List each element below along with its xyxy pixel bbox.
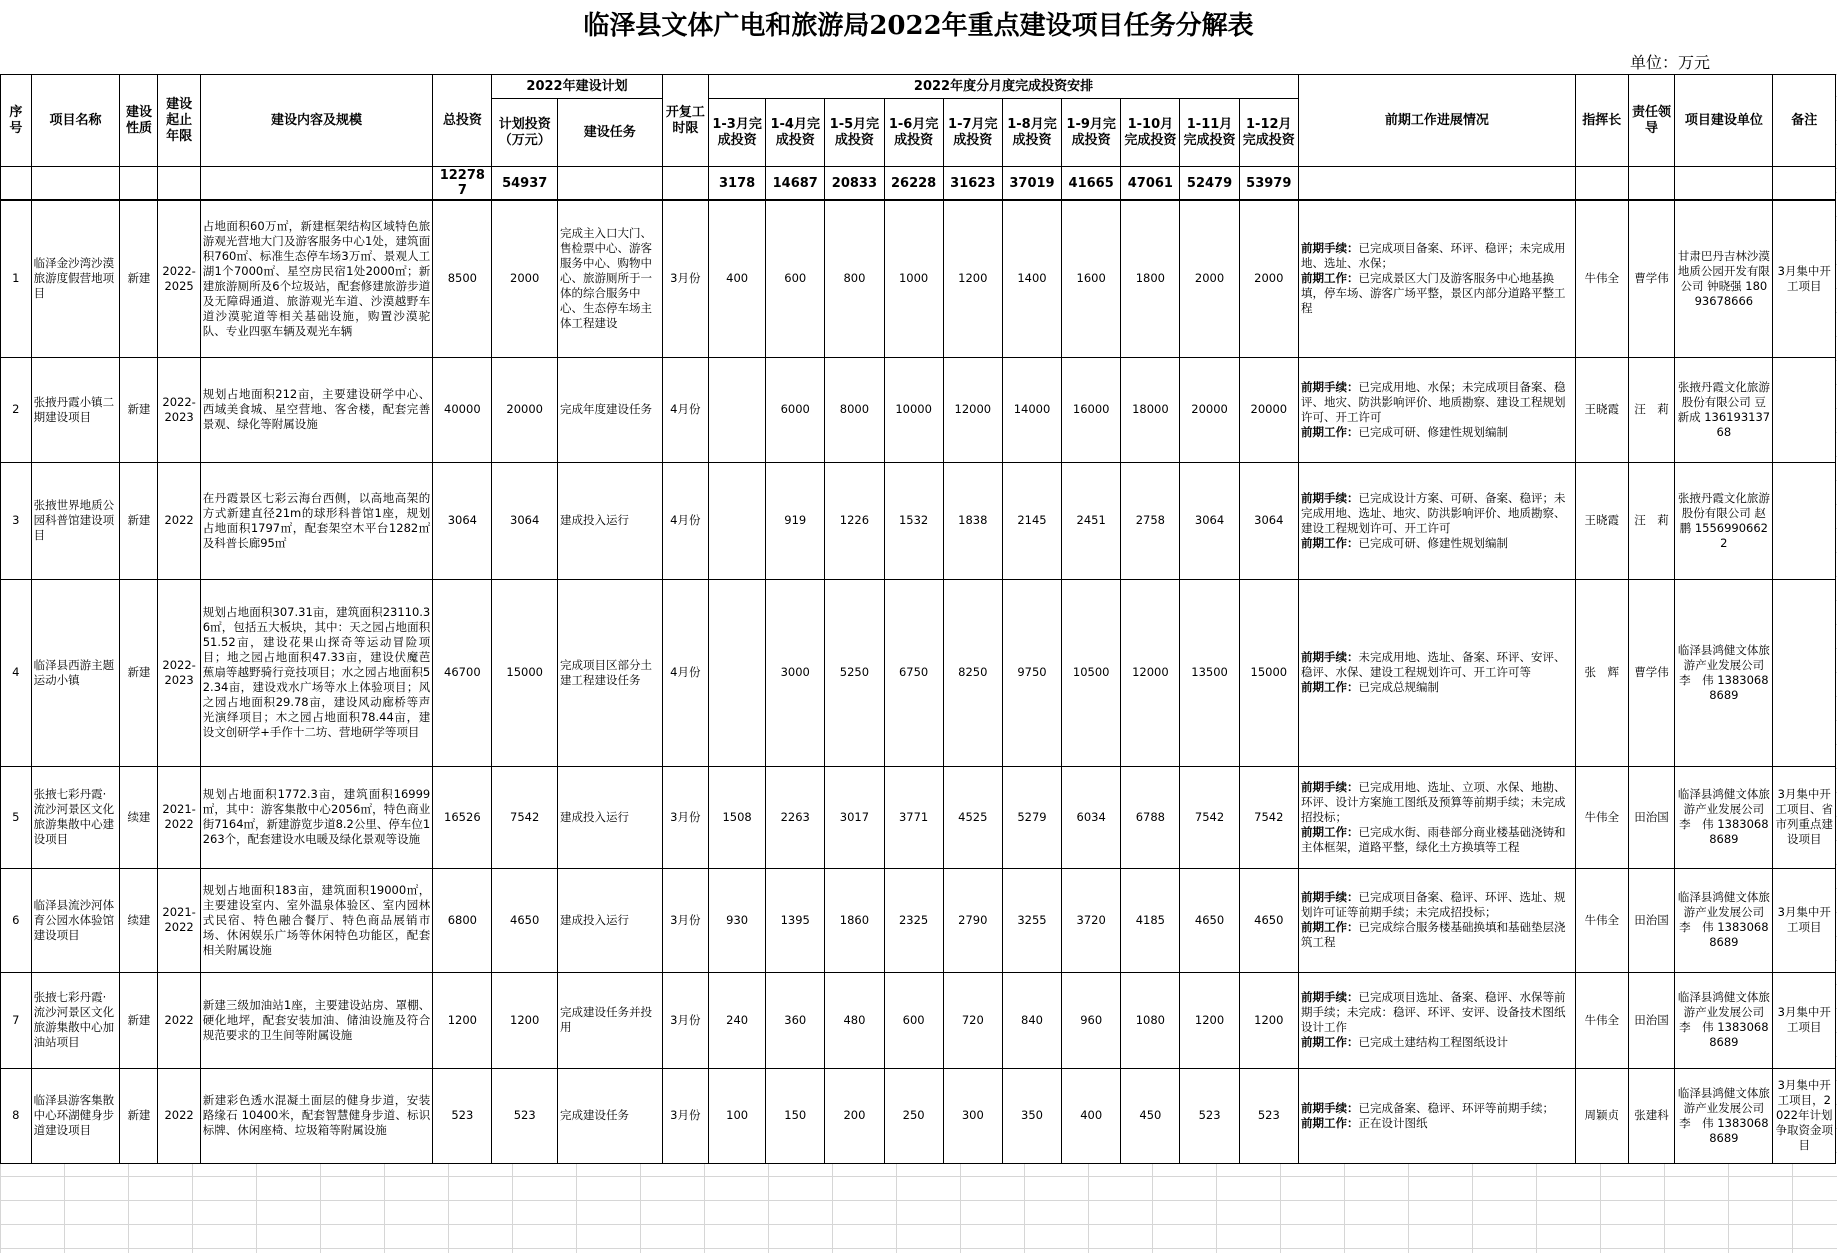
row-unit: 临泽县鸿健文体旅游产业发展公司 李 伟 13830688689 [1675, 766, 1773, 868]
progress-work-label: 前期工作： [1300, 271, 1359, 286]
sum-cell [1773, 167, 1836, 201]
row-leader: 田治国 [1628, 766, 1675, 868]
row-month: 2758 [1121, 462, 1180, 579]
row-seq: 4 [1, 579, 32, 766]
progress-proc-text: 已完成项目备案、环评、稳评；未完成用地、选址、水保； [1300, 241, 1566, 271]
row-leader: 曹学伟 [1628, 200, 1675, 357]
row-month: 360 [766, 972, 825, 1068]
row-month: 1226 [825, 462, 884, 579]
row-month: 960 [1062, 972, 1121, 1068]
progress-work-text: 已完成水街、雨巷部分商业楼基础浇铸和主体框架，道路平整，绿化土方换填等工程 [1300, 824, 1566, 854]
row-month: 1860 [825, 868, 884, 972]
row-name: 临泽县游客集散中心环湖健身步道建设项目 [31, 1068, 120, 1163]
row-name: 临泽县流沙河体育公园水体验馆建设项目 [31, 868, 120, 972]
row-period: 2022-2023 [158, 357, 200, 462]
progress-work-label: 前期工作： [1300, 824, 1359, 839]
row-total: 40000 [433, 357, 492, 462]
row-month: 1400 [1002, 200, 1061, 357]
header-month: 1-10月完成投资 [1121, 99, 1180, 167]
row-nature: 续建 [120, 766, 158, 868]
row-task: 建成投入运行 [557, 766, 662, 868]
row-seq: 3 [1, 462, 32, 579]
row-progress [1298, 200, 1575, 357]
row-month: 720 [943, 972, 1002, 1068]
sum-month: 47061 [1121, 167, 1180, 201]
row-commander: 牛伟全 [1575, 766, 1628, 868]
row-seq: 5 [1, 766, 32, 868]
row-month: 350 [1002, 1068, 1061, 1163]
row-progress [1298, 357, 1575, 462]
row-month: 2451 [1062, 462, 1121, 579]
row-unit: 临泽县鸿健文体旅游产业发展公司 李 伟 13830688689 [1675, 579, 1773, 766]
table-row [1, 766, 1836, 868]
header-plan-task: 建设任务 [557, 99, 662, 167]
header-total: 总投资 [433, 75, 492, 167]
row-progress [1298, 766, 1575, 868]
header-plan2022: 2022年建设计划 [492, 75, 662, 99]
row-month: 7542 [1239, 766, 1298, 868]
row-month: 600 [884, 972, 943, 1068]
row-period: 2021-2022 [158, 868, 200, 972]
table-row [1, 972, 1836, 1068]
row-name: 临泽金沙湾沙漠旅游度假营地项目 [31, 200, 120, 357]
row-period: 2022 [158, 1068, 200, 1163]
sum-month: 14687 [766, 167, 825, 201]
row-month: 4185 [1121, 868, 1180, 972]
row-month: 3064 [1180, 462, 1239, 579]
header-leader: 责任领导 [1628, 75, 1675, 167]
progress-proc-label: 前期手续： [1300, 779, 1359, 794]
row-progress [1298, 579, 1575, 766]
row-month: 400 [1062, 1068, 1121, 1163]
row-plan: 2000 [492, 200, 558, 357]
row-month: 1532 [884, 462, 943, 579]
row-unit: 临泽县鸿健文体旅游产业发展公司 李 伟 13830688689 [1675, 972, 1773, 1068]
row-start: 3月份 [662, 972, 709, 1068]
row-seq: 8 [1, 1068, 32, 1163]
row-progress [1298, 462, 1575, 579]
unit-label-bar [0, 52, 1837, 75]
row-leader: 田治国 [1628, 868, 1675, 972]
row-unit: 临泽县鸿健文体旅游产业发展公司 李 伟 13830688689 [1675, 1068, 1773, 1163]
row-month: 16000 [1062, 357, 1121, 462]
row-month: 1000 [884, 200, 943, 357]
progress-proc-label: 前期手续： [1300, 241, 1359, 256]
row-seq: 7 [1, 972, 32, 1068]
row-month: 13500 [1180, 579, 1239, 766]
row-month: 3064 [1239, 462, 1298, 579]
row-month: 100 [709, 1068, 766, 1163]
header-period: 建设起止年限 [158, 75, 200, 167]
sum-cell [1675, 167, 1773, 201]
row-remark [1773, 357, 1836, 462]
progress-work-label: 前期工作： [1300, 680, 1359, 694]
header-remark: 备注 [1773, 75, 1836, 167]
table-row [1, 357, 1836, 462]
progress-proc-label: 前期手续： [1300, 379, 1359, 394]
row-month: 20000 [1180, 357, 1239, 462]
row-month: 150 [766, 1068, 825, 1163]
row-month: 1800 [1121, 200, 1180, 357]
row-month: 300 [943, 1068, 1002, 1163]
row-content: 规划占地面积183亩，建筑面积19000㎡，主要建设室内、室外温泉体验区、室内园林式民宿、特色融合餐厅、特色商品展销市场、休闲娱乐广场等休闲特色功能区，配套相关附属设施 [200, 868, 433, 972]
header-month: 1-7月完成投资 [943, 99, 1002, 167]
row-plan: 1200 [492, 972, 558, 1068]
row-month: 5279 [1002, 766, 1061, 868]
row-month: 5250 [825, 579, 884, 766]
row-total: 6800 [433, 868, 492, 972]
row-content: 规划占地面积212亩，主要建设研学中心、西域美食城、星空营地、客舍楼，配套完善景观、绿化等附属设施 [200, 357, 433, 462]
row-month: 2790 [943, 868, 1002, 972]
row-progress [1298, 1068, 1575, 1163]
row-month: 1600 [1062, 200, 1121, 357]
progress-proc-label: 前期手续： [1300, 1100, 1359, 1115]
row-month: 15000 [1239, 579, 1298, 766]
row-month: 480 [825, 972, 884, 1068]
sum-cell [1575, 167, 1628, 201]
header-month: 1-11月完成投资 [1180, 99, 1239, 167]
progress-work-label: 前期工作： [1300, 535, 1359, 550]
row-plan: 20000 [492, 357, 558, 462]
row-month: 250 [884, 1068, 943, 1163]
row-start: 4月份 [662, 462, 709, 579]
header-commander: 指挥长 [1575, 75, 1628, 167]
row-plan: 7542 [492, 766, 558, 868]
header-seq: 序号 [1, 75, 32, 167]
row-task: 完成主入口大门、售检票中心、游客服务中心、购物中心、旅游厕所于一体的综合服务中心、生态停车场主体工程建设 [557, 200, 662, 357]
row-nature: 新建 [120, 462, 158, 579]
row-plan: 3064 [492, 462, 558, 579]
row-month: 4525 [943, 766, 1002, 868]
row-period: 2021-2022 [158, 766, 200, 868]
progress-work-label: 前期工作： [1300, 1115, 1359, 1130]
page-title: 临泽县文体广电和旅游局2022年重点建设项目任务分解表 [0, 0, 1837, 52]
header-month: 1-12月完成投资 [1239, 99, 1298, 167]
header-start: 开复工时限 [662, 75, 709, 167]
progress-proc-text: 未完成用地、选址、备案、环评、安评、稳评、水保、建设工程规划许可、开工许可等 [1300, 650, 1566, 679]
sum-month: 26228 [884, 167, 943, 201]
row-commander: 王晓霞 [1575, 462, 1628, 579]
unit-label: 单位：万元 [1630, 53, 1711, 72]
row-start: 3月份 [662, 868, 709, 972]
progress-work-text: 已完成综合服务楼基础换填和基础垫层浇筑工程 [1300, 920, 1566, 949]
row-name: 临泽县西游主题运动小镇 [31, 579, 120, 766]
row-seq: 6 [1, 868, 32, 972]
row-month: 919 [766, 462, 825, 579]
progress-proc-label: 前期手续： [1300, 990, 1359, 1004]
progress-proc-label: 前期手续： [1300, 490, 1359, 505]
header-month: 1-6月完成投资 [884, 99, 943, 167]
header-month: 1-9月完成投资 [1062, 99, 1121, 167]
row-month: 1200 [943, 200, 1002, 357]
row-content: 新建彩色透水混凝土面层的健身步道，安装路缘石 10400米，配套智慧健身步道、标识标牌、休闲座椅、垃圾箱等附属设施 [200, 1068, 433, 1163]
row-month: 1080 [1121, 972, 1180, 1068]
table-row [1, 579, 1836, 766]
sum-month: 53979 [1239, 167, 1298, 201]
row-name: 张掖七彩丹霞·流沙河景区文化旅游集散中心建设项目 [31, 766, 120, 868]
row-start: 3月份 [662, 766, 709, 868]
row-name: 张掖丹霞小镇二期建设项目 [31, 357, 120, 462]
row-month: 2000 [1239, 200, 1298, 357]
row-progress [1298, 972, 1575, 1068]
row-unit: 张掖丹霞文化旅游股份有限公司 豆新成 13619313768 [1675, 357, 1773, 462]
header-month: 1-4月完成投资 [766, 99, 825, 167]
row-unit: 临泽县鸿健文体旅游产业发展公司 李 伟 13830688689 [1675, 868, 1773, 972]
row-leader: 张建科 [1628, 1068, 1675, 1163]
row-period: 2022-2023 [158, 579, 200, 766]
row-total: 46700 [433, 579, 492, 766]
table-row [1, 462, 1836, 579]
row-commander: 周颖贞 [1575, 1068, 1628, 1163]
row-start: 3月份 [662, 200, 709, 357]
row-month: 18000 [1121, 357, 1180, 462]
progress-proc-text: 已完成设计方案、可研、备案、稳评；未完成用地、选址、地灾、防洪影响评价、地质勘察、建设工程规划许可、开工许可 [1300, 490, 1566, 535]
row-seq: 1 [1, 200, 32, 357]
row-total: 16526 [433, 766, 492, 868]
row-month: 2263 [766, 766, 825, 868]
row-month: 10000 [884, 357, 943, 462]
row-month: 400 [709, 200, 766, 357]
row-task: 完成年度建设任务 [557, 357, 662, 462]
row-month: 8000 [825, 357, 884, 462]
sum-month: 20833 [825, 167, 884, 201]
row-plan: 15000 [492, 579, 558, 766]
header-unit: 项目建设单位 [1675, 75, 1773, 167]
row-month: 1200 [1180, 972, 1239, 1068]
progress-proc-text: 已完成用地、水保；未完成项目备案、稳评、地灾、防洪影响评价、地质勘察、建设工程规划许可、开工许可 [1300, 379, 1566, 424]
row-month: 4650 [1180, 868, 1239, 972]
row-name: 张掖世界地质公园科普馆建设项目 [31, 462, 120, 579]
sum-cell [120, 167, 158, 201]
row-month: 2325 [884, 868, 943, 972]
row-remark: 3月集中开工项目 [1773, 868, 1836, 972]
row-month: 1395 [766, 868, 825, 972]
sum-month: 52479 [1180, 167, 1239, 201]
row-nature: 续建 [120, 868, 158, 972]
sum-cell [557, 167, 662, 201]
row-total: 8500 [433, 200, 492, 357]
sum-month: 37019 [1002, 167, 1061, 201]
sum-cell [662, 167, 709, 201]
row-month [709, 462, 766, 579]
header-nature: 建设性质 [120, 75, 158, 167]
row-unit: 张掖丹霞文化旅游股份有限公司 赵 鹏 15569906622 [1675, 462, 1773, 579]
row-progress [1298, 868, 1575, 972]
row-month: 3255 [1002, 868, 1061, 972]
row-month: 1200 [1239, 972, 1298, 1068]
progress-proc-text: 已完成用地、选址、立项、水保、地勘、环评、设计方案施工图纸及预算等前期手续；未完成招投标； [1300, 779, 1566, 824]
totals-row [1, 167, 1836, 201]
row-period: 2022 [158, 462, 200, 579]
sum-cell [158, 167, 200, 201]
row-content: 规划占地面积307.31亩，建筑面积23110.36㎡，包括五大板块，其中：天之园占地面积51.52亩，建设花果山探奇等运动冒险项目；地之园占地面积47.33亩，建设伏魔芭蕉扇等越野骑行竞技项目；水之园占地面积52.34亩，建设戏水广场等水上体验项目；风之园占地面积29.78亩，建设风动廊桥等声光演绎项目；木之园占地面积78.44亩，建设文创研学+手作十二坊、营地研学等项目 [200, 579, 433, 766]
row-month: 1508 [709, 766, 766, 868]
row-month: 840 [1002, 972, 1061, 1068]
progress-proc-text: 已完成项目备案、稳评、环评、选址、规划许可证等前期手续；未完成招投标； [1300, 890, 1566, 919]
row-remark [1773, 462, 1836, 579]
row-task: 建成投入运行 [557, 868, 662, 972]
row-remark: 3月集中开工项目，2022年计划争取资金项目 [1773, 1068, 1836, 1163]
sum-total: 122787 [433, 167, 492, 201]
row-month: 9750 [1002, 579, 1061, 766]
row-month: 6788 [1121, 766, 1180, 868]
progress-work-text: 已完成总规编制 [1358, 680, 1439, 694]
sum-cell [1298, 167, 1575, 201]
row-month: 3771 [884, 766, 943, 868]
sum-month: 31623 [943, 167, 1002, 201]
progress-work-text: 已完成可研、修建性规划编制 [1358, 424, 1508, 439]
sum-cell [1628, 167, 1675, 201]
row-nature: 新建 [120, 200, 158, 357]
row-month: 200 [825, 1068, 884, 1163]
row-leader: 曹学伟 [1628, 579, 1675, 766]
row-plan: 523 [492, 1068, 558, 1163]
header-monthly: 2022年度分月度完成投资安排 [709, 75, 1299, 99]
row-month: 523 [1180, 1068, 1239, 1163]
table-row [1, 868, 1836, 972]
row-start: 3月份 [662, 1068, 709, 1163]
header-plan-invest: 计划投资（万元） [492, 99, 558, 167]
row-nature: 新建 [120, 1068, 158, 1163]
progress-work-text: 已完成景区大门及游客服务中心地基换填，停车场、游客广场平整，景区内部分道路平整工程 [1300, 271, 1566, 316]
row-content: 新建三级加油站1座，主要建设站房、罩棚、硬化地坪，配套安装加油、储油设施及符合规范要求的卫生间等附属设施 [200, 972, 433, 1068]
row-commander: 张 辉 [1575, 579, 1628, 766]
sum-plan: 54937 [492, 167, 558, 201]
progress-proc-text: 已完成备案、稳评、环评等前期手续； [1358, 1100, 1554, 1115]
row-commander: 牛伟全 [1575, 972, 1628, 1068]
row-month: 450 [1121, 1068, 1180, 1163]
row-total: 523 [433, 1068, 492, 1163]
row-month: 1838 [943, 462, 1002, 579]
sum-cell [1, 167, 32, 201]
row-month: 10500 [1062, 579, 1121, 766]
row-commander: 牛伟全 [1575, 200, 1628, 357]
row-start: 4月份 [662, 357, 709, 462]
progress-work-label: 前期工作： [1300, 424, 1359, 439]
project-table [0, 74, 1836, 1164]
row-nature: 新建 [120, 579, 158, 766]
row-task: 建成投入运行 [557, 462, 662, 579]
row-task: 完成项目区部分土建工程建设任务 [557, 579, 662, 766]
header-progress: 前期工作进展情况 [1298, 75, 1575, 167]
progress-work-text: 已完成土建结构工程图纸设计 [1358, 1035, 1508, 1049]
row-commander: 牛伟全 [1575, 868, 1628, 972]
row-plan: 4650 [492, 868, 558, 972]
header-name: 项目名称 [31, 75, 120, 167]
row-remark: 3月集中开工项目 [1773, 200, 1836, 357]
row-total: 3064 [433, 462, 492, 579]
row-content: 规划占地面积1772.3亩，建筑面积16999㎡，其中：游客集散中心2056㎡，特色商业街7164㎡，新建游览步道8.2公里、停车位1263个，配套建设水电暖及绿化景观等设施 [200, 766, 433, 868]
progress-work-text: 正在设计图纸 [1358, 1115, 1428, 1130]
progress-work-text: 已完成可研、修建性规划编制 [1358, 535, 1508, 550]
row-nature: 新建 [120, 972, 158, 1068]
row-month: 2145 [1002, 462, 1061, 579]
progress-proc-label: 前期手续： [1300, 890, 1359, 904]
sum-month: 41665 [1062, 167, 1121, 201]
row-task: 完成建设任务 [557, 1068, 662, 1163]
progress-proc-text: 已完成项目选址、备案、稳评、水保等前期手续；未完成：稳评、环评、安评、设备技术图纸设计工作 [1300, 990, 1566, 1034]
sum-cell [200, 167, 433, 201]
row-month: 2000 [1180, 200, 1239, 357]
row-month: 4650 [1239, 868, 1298, 972]
row-month: 20000 [1239, 357, 1298, 462]
row-content: 在丹霞景区七彩云海台西侧，以高地高架的方式新建直径21m的球形科普馆1座，规划占地面积1797㎡，配套架空木平台1282㎡及科普长廊95㎡ [200, 462, 433, 579]
progress-work-label: 前期工作： [1300, 920, 1359, 934]
row-month: 3720 [1062, 868, 1121, 972]
row-name: 张掖七彩丹霞·流沙河景区文化旅游集散中心加油站项目 [31, 972, 120, 1068]
sum-month: 3178 [709, 167, 766, 201]
row-month: 6000 [766, 357, 825, 462]
table-row [1, 200, 1836, 357]
row-total: 1200 [433, 972, 492, 1068]
row-period: 2022 [158, 972, 200, 1068]
table-row [1, 1068, 1836, 1163]
row-remark [1773, 579, 1836, 766]
row-nature: 新建 [120, 357, 158, 462]
row-month: 3017 [825, 766, 884, 868]
row-month: 523 [1239, 1068, 1298, 1163]
row-commander: 王晓霞 [1575, 357, 1628, 462]
row-month: 240 [709, 972, 766, 1068]
row-seq: 2 [1, 357, 32, 462]
row-unit: 甘肃巴丹吉林沙漠地质公园开发有限公司 钟晓强 18093678666 [1675, 200, 1773, 357]
row-month: 600 [766, 200, 825, 357]
row-period: 2022-2025 [158, 200, 200, 357]
row-remark: 3月集中开工项目 [1773, 972, 1836, 1068]
row-month: 12000 [943, 357, 1002, 462]
row-month: 3000 [766, 579, 825, 766]
row-remark: 3月集中开工项目、省市列重点建设项目 [1773, 766, 1836, 868]
progress-proc-label: 前期手续： [1300, 650, 1359, 664]
row-month: 14000 [1002, 357, 1061, 462]
row-leader: 汪 莉 [1628, 357, 1675, 462]
row-leader: 汪 莉 [1628, 462, 1675, 579]
header-month: 1-5月完成投资 [825, 99, 884, 167]
row-month: 7542 [1180, 766, 1239, 868]
row-month [709, 579, 766, 766]
row-month: 12000 [1121, 579, 1180, 766]
header-month: 1-3月完成投资 [709, 99, 766, 167]
header-month: 1-8月完成投资 [1002, 99, 1061, 167]
header-content: 建设内容及规模 [200, 75, 433, 167]
row-content: 占地面积60万㎡，新建框架结构区域特色旅游观光营地大门及游客服务中心1处，建筑面积760㎡、标准生态停车场3万㎡、景观人工湖1个7000㎡、星空房民宿1处2000㎡；新建旅游厕所及6个垃圾站，配套修建旅游步道及无障碍通道、旅游观光车道、沙漠越野车道沙漠驼道等相关基础设施，购置沙漠驼队、专业四驱车辆及观光车辆 [200, 200, 433, 357]
row-leader: 田治国 [1628, 972, 1675, 1068]
row-month: 8250 [943, 579, 1002, 766]
progress-work-label: 前期工作： [1300, 1035, 1359, 1049]
row-month: 6034 [1062, 766, 1121, 868]
row-month [709, 357, 766, 462]
row-month: 800 [825, 200, 884, 357]
row-start: 4月份 [662, 579, 709, 766]
sum-cell [31, 167, 120, 201]
row-month: 6750 [884, 579, 943, 766]
row-month: 930 [709, 868, 766, 972]
row-task: 完成建设任务并投用 [557, 972, 662, 1068]
